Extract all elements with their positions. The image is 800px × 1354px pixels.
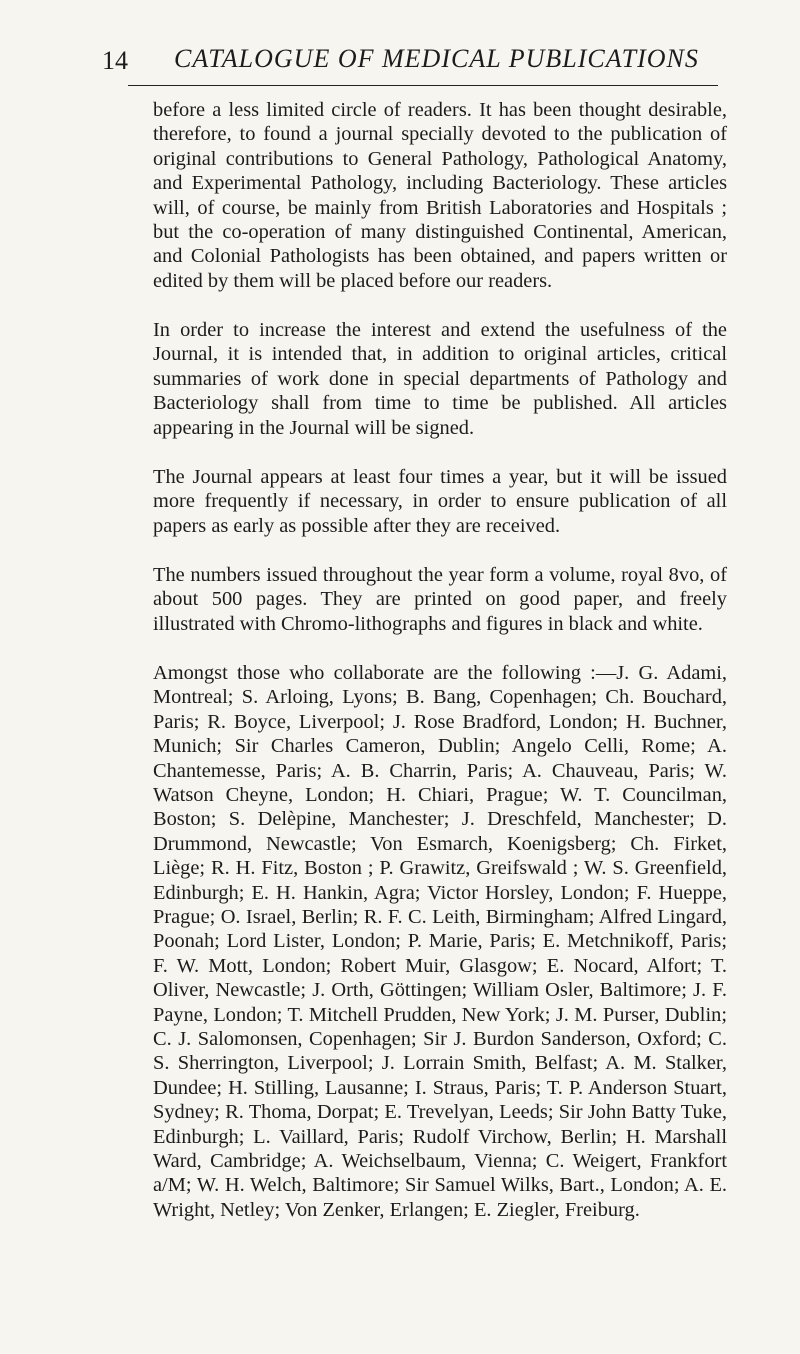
paragraph-journal-purpose: before a less limited circle of readers. It has been thought desirable, therefore, to found a journal specially devoted to the publication of original contributions to General Pathology, Pathological Anatomy, and Experimental Pathology, including Bacteriology. These articles will, of course, be mainly from British Laboratories and Hospitals ; but the co-operation of many distinguished Continental, American, and Colonial Pathologists has been obtained, and papers written or edited by them will be placed before our readers.	[153, 99, 727, 292]
paragraph-collaborators: Amongst those who collaborate are the following :—J. G. Adami, Montreal; S. Arloing, Lyons; B. Bang, Copenhagen; Ch. Bouchard, Paris; R. Boyce, Liverpool; J. Rose Bradford, London; H. Buchner, Munich; Sir Charles Cameron, Dublin; Angelo Celli, Rome; A. Chantemesse, Paris; A. B. Charrin, Paris; A. Chauveau, Paris; W. Watson Cheyne, London; H. Chiari, Prague; W. T. Councilman, Boston; S. Delèpine, Manchester; J. Dreschfeld, Manchester; D. Drummond, Newcastle; Von Esmarch, Koenigsberg; Ch. Firket, Liège; R. H. Fitz, Boston ; P. Grawitz, Greifswald ; W. S. Greenfield, Edinburgh; E. H. Hankin, Agra; Victor Horsley, London; F. Hueppe, Prague; O. Israel, Berlin; R. F. C. Leith, Birmingham; Alfred Lingard, Poonah; Lord Lister, London; P. Marie, Paris; E. Metchnikoff, Paris; F. W. Mott, London; Robert Muir, Glasgow; E. Nocard, Alfort; T. Oliver, Newcastle; J. Orth, Göttingen; William Osler, Baltimore; J. F. Payne, London; T. Mitchell Prudden, New York; J. M. Purser, Dublin; C. J. Salomonsen, Copenhagen; Sir J. Burdon Sanderson, Oxford; C. S. Sherrington, Liverpool; J. Lorrain Smith, Belfast; A. M. Stalker, Dundee; H. Stilling, Lausanne; I. Straus, Paris; T. P. Anderson Stuart, Sydney; R. Thoma, Dorpat; E. Trevelyan, Leeds; Sir John Batty Tuke, Edinburgh; L. Vaillard, Paris; Rudolf Virchow, Berlin; H. Marshall Ward, Cambridge; A. Weichselbaum, Vienna; C. Weigert, Frankfort a/M; W. H. Welch, Baltimore; Sir Samuel Wilks, Bart., London; A. E. Wright, Netley; Von Zenker, Erlangen; E. Ziegler, Freiburg.	[153, 661, 727, 1221]
body-text	[153, 98, 727, 1247]
paragraph-critical-summaries: In order to increase the interest and extend the usefulness of the Journal, it is intended that, in addition to original articles, critical summaries of work done in special departments of Pathology and Bacteriology shall from time to time be published. All articles appearing in the Journal will be signed.	[153, 319, 727, 439]
paragraph-frequency: The Journal appears at least four times a year, but it will be issued more frequently if necessary, in order to ensure publication of all papers as early as possible after they are received.	[153, 465, 727, 537]
header-rule	[128, 85, 718, 86]
running-title: CATALOGUE OF MEDICAL PUBLICATIONS	[174, 44, 699, 73]
page-header	[102, 44, 720, 84]
page-number: 14	[102, 46, 128, 75]
paragraph-volume-details: The numbers issued throughout the year form a volume, royal 8vo, of about 500 pages. They are printed on good paper, and freely illustrated with Chromo-lithographs and figures in black and white.	[153, 563, 727, 635]
